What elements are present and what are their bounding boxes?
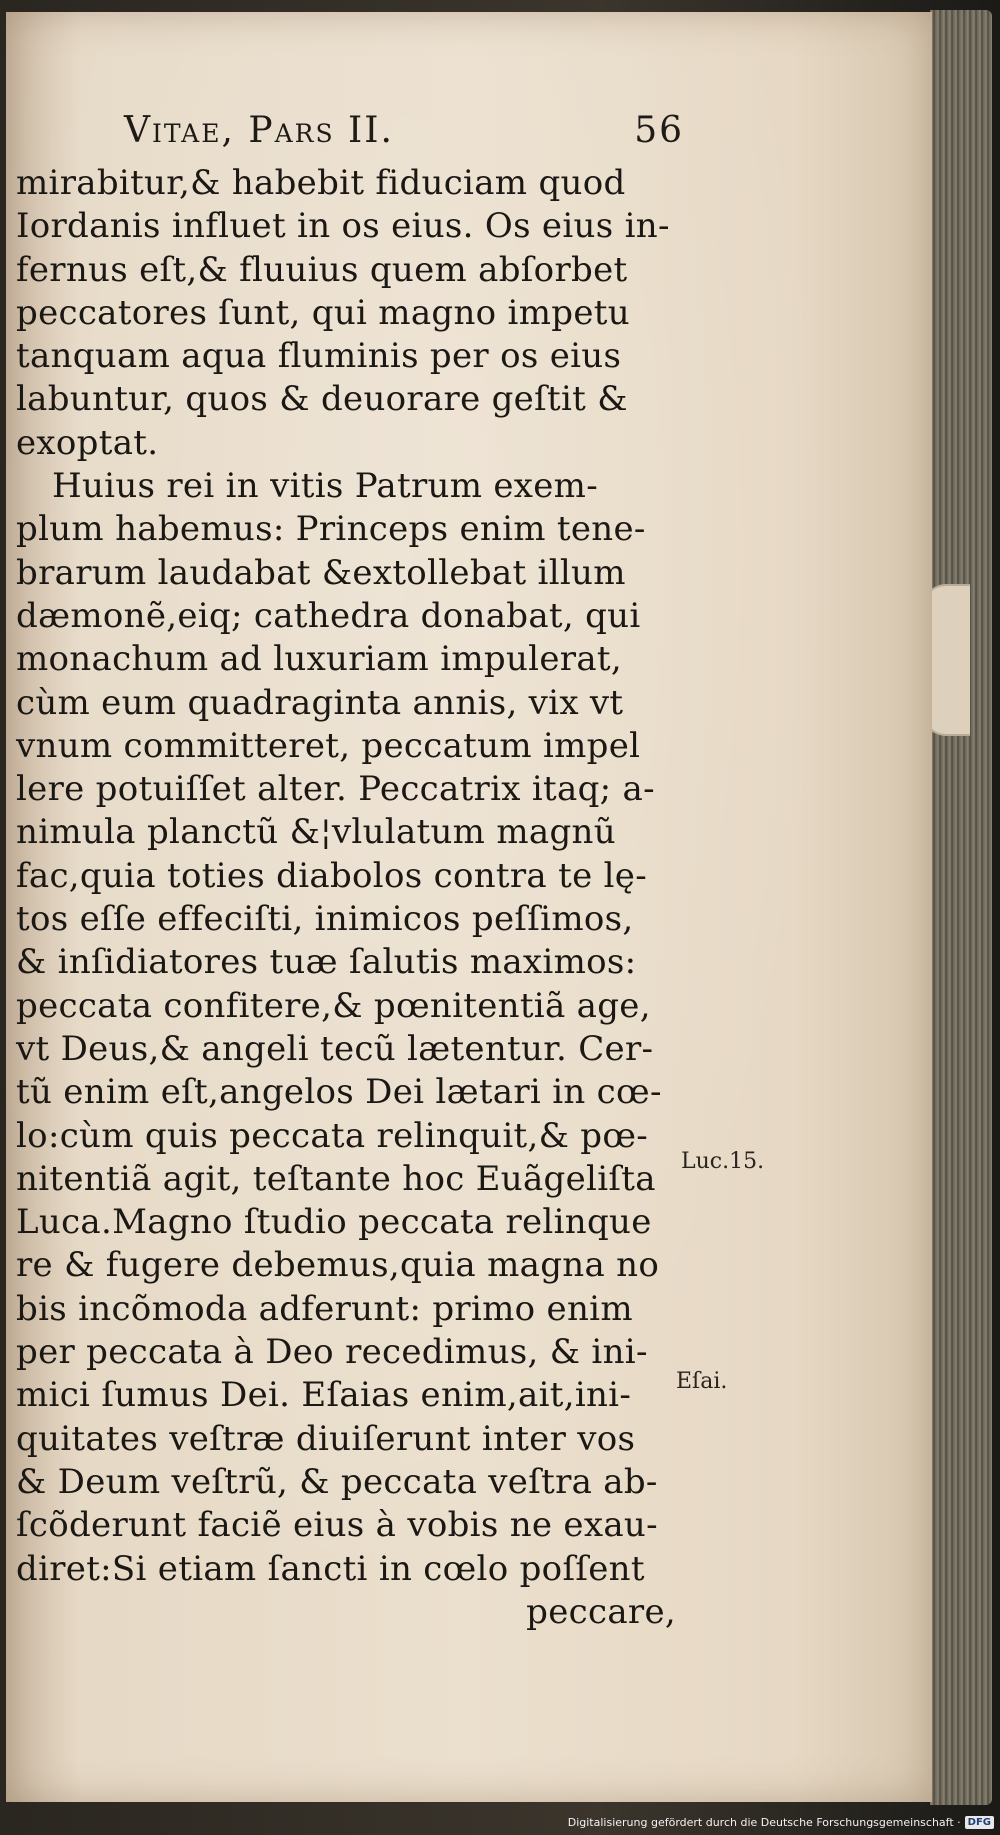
- page-number: 56: [634, 110, 684, 151]
- text-line: tũ enim eſt,angelos Dei lætari in cœ-: [16, 1072, 662, 1113]
- text-line: vt Deus,& angeli tecũ lætentur. Cer-: [16, 1028, 654, 1069]
- marginal-note-luc: Luc.15.: [681, 1149, 765, 1174]
- text-line: bis incõmoda adferunt: primo enim: [16, 1288, 633, 1329]
- running-head-title: Vitae, Pars II.: [124, 110, 394, 151]
- text-line: lere potuiſſet alter. Peccatrix itaq; a-: [16, 769, 655, 810]
- text-line: & inſidiatores tuæ ſalutis maximos:: [16, 942, 637, 983]
- credit-text: Digitalisierung gefördert durch die Deutsche Forschungsgemeinschaft ·: [567, 1816, 961, 1829]
- text-line: fernus eſt,& fluuius quem abſorbet: [16, 249, 628, 290]
- text-line: tos eſſe effeciſti, inimicos peſſimos,: [16, 899, 634, 940]
- text-line: peccata confitere,& pœnitentiã age,: [16, 985, 651, 1026]
- text-line: exoptat.: [16, 422, 159, 463]
- text-line: mici ſumus Dei. Eſaias enim,ait,ini-: [16, 1375, 632, 1416]
- catchword: peccare,: [526, 1591, 676, 1632]
- text-line: nimula planctũ &¦vlulatum magnũ: [16, 812, 616, 853]
- text-line: nitentiã agit, teſtante hoc Euãgeliſta: [16, 1158, 656, 1199]
- text-line: tanquam aqua fluminis per os eius: [16, 336, 622, 377]
- text-line: labuntur, quos & deuorare geſtit &: [16, 379, 628, 420]
- text-line: dæmonẽ,eiq; cathedra donabat, qui: [16, 595, 641, 636]
- text-line: brarum laudabat &extollebat illum: [16, 552, 626, 593]
- text-line: quitates veſtræ diuiſerunt inter vos: [16, 1418, 636, 1459]
- text-line: monachum ad luxuriam impulerat,: [16, 639, 622, 680]
- text-line: Luca.Magno ſtudio peccata relinque: [16, 1202, 652, 1243]
- text-line: diret:Si etiam ſancti in cœlo poſſent: [16, 1548, 645, 1589]
- text-line: plum habemus: Princeps enim tene-: [16, 509, 646, 550]
- digitization-credit: [568, 1816, 994, 1829]
- text-line: peccatores ſunt, qui magno impetu: [16, 292, 630, 333]
- text-line: & Deum veſtrũ, & peccata veſtra ab-: [16, 1461, 658, 1502]
- book-page: [6, 12, 932, 1802]
- book-page-edges: [930, 10, 992, 1805]
- text-line: lo:cùm quis peccata relinquit,& pœ-: [16, 1115, 649, 1156]
- dfg-logo: DFG: [965, 1816, 994, 1829]
- text-line: cùm eum quadraginta annis, vix vt: [16, 682, 624, 723]
- text-line: vnum committeret, peccatum impel: [16, 725, 641, 766]
- text-line: re & fugere debemus,quia magna no: [16, 1245, 660, 1286]
- running-head: [124, 110, 684, 162]
- text-line: mirabitur,& habebit fiduciam quod: [16, 163, 626, 203]
- text-line: Iordanis influet in os eius. Os eius in-: [16, 206, 670, 247]
- marginal-note-esai: Eſai.: [676, 1369, 728, 1394]
- text-line: ſcõderunt faciẽ eius à vobis ne exau-: [16, 1505, 658, 1546]
- body-text: [16, 162, 686, 1634]
- text-line: fac,quia toties diabolos contra te lę-: [16, 855, 647, 896]
- text-line: Huius rei in vitis Patrum exem-: [52, 466, 599, 507]
- text-line: per peccata à Deo recedimus, & ini-: [16, 1332, 648, 1373]
